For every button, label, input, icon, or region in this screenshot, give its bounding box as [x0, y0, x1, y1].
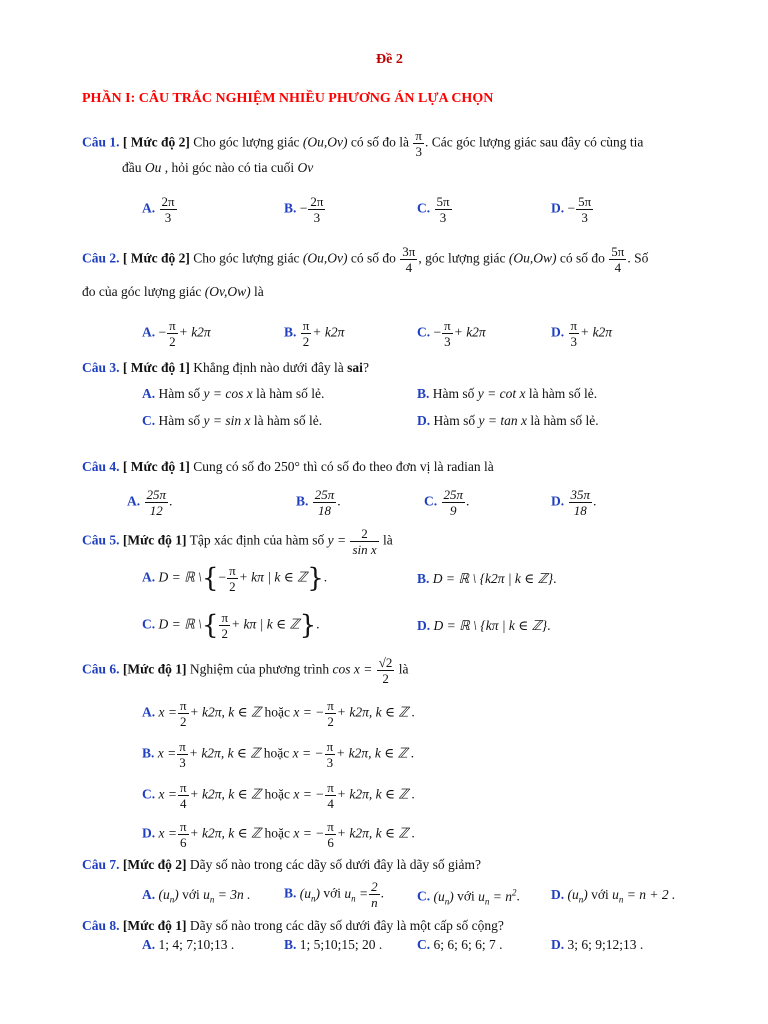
option-label: C.: [142, 616, 156, 632]
option-label: A.: [142, 937, 156, 952]
math-tail: + k2π, k ∈ ℤ .: [336, 825, 416, 841]
option-label: C.: [417, 200, 431, 216]
option-2b[interactable]: [284, 318, 344, 349]
option-7a[interactable]: [142, 887, 251, 905]
math-tail: + k2π, k ∈ ℤ: [189, 825, 262, 841]
option-label: A.: [142, 569, 156, 585]
question-7: [82, 857, 481, 873]
fraction: $\frac{\pi}{2}$: [221, 610, 229, 641]
connector-word: với: [182, 887, 200, 902]
option-text: Hàm số: [433, 413, 476, 428]
exam-title: Đề 2: [376, 52, 403, 67]
option-label: A.: [142, 324, 156, 340]
question-number: Câu 2.: [82, 250, 120, 266]
fraction: $\frac{5\pi}{3}$: [436, 194, 450, 225]
option-label: B.: [284, 324, 297, 340]
math-ray: Ou: [144, 160, 162, 175]
option-4c[interactable]: C. $\frac{25\pi}{9}$ .: [424, 487, 470, 518]
option-label: D.: [417, 413, 431, 428]
question-text: . Các góc lượng giác sau đây có cùng tia: [424, 134, 644, 150]
math-tail: + k2π: [178, 324, 211, 340]
option-7c[interactable]: [417, 887, 520, 906]
fraction: $\frac{\pi}{2}$: [169, 318, 176, 349]
sign: −: [158, 324, 167, 340]
option-label: B.: [284, 937, 297, 952]
option-label: D.: [551, 887, 565, 902]
option-text: Hàm số: [158, 413, 201, 428]
fraction: $\frac{\pi}{2}$: [302, 318, 310, 349]
option-text: là hàm số lẻ.: [530, 413, 599, 428]
math-ray: Ov: [297, 160, 314, 175]
math-tail: + k2π, k ∈ ℤ .: [336, 704, 416, 720]
math-degree: 250°: [274, 459, 300, 474]
question-number: Câu 5.: [82, 532, 120, 548]
option-5b[interactable]: [417, 571, 557, 587]
option-text: là hàm số lẻ.: [528, 386, 598, 401]
question-6: [82, 655, 409, 686]
option-3c[interactable]: [142, 413, 322, 429]
sign: −: [299, 200, 308, 216]
option-5a[interactable]: [142, 563, 327, 594]
option-label: B.: [142, 745, 155, 761]
fraction: $\frac{\pi}{2}$: [229, 563, 236, 594]
option-label: D.: [551, 200, 565, 216]
question-level: [ Mức độ 2]: [122, 134, 190, 150]
option-4a[interactable]: A. $\frac{25\pi}{12}$ .: [127, 487, 173, 518]
math-var: y =: [327, 532, 347, 548]
option-label: B.: [417, 571, 430, 586]
option-6a[interactable]: [142, 698, 415, 729]
math-equation: cos x =: [332, 661, 373, 677]
math-term: $u_n = n + 2$ .: [612, 887, 676, 905]
math-term: $u_n = n^2$: [478, 887, 517, 907]
fraction: $\frac{2\pi}{3}$: [310, 194, 324, 225]
option-label: A.: [142, 200, 156, 216]
option-6d[interactable]: [142, 819, 415, 850]
option-3d[interactable]: [417, 413, 599, 429]
question-text: Dãy số nào trong các dãy số dưới đây là một cấp số cộng?: [189, 918, 504, 933]
option-label: B.: [296, 493, 309, 509]
math-tail: + k2π, k ∈ ℤ: [189, 704, 262, 720]
question-text: Cho góc lượng giác: [193, 134, 300, 150]
question-2-line-1: [82, 244, 648, 275]
option-8c[interactable]: [417, 937, 503, 953]
option-6c[interactable]: [142, 780, 415, 811]
question-text: thì có số đo theo đơn vị là radian là: [303, 459, 494, 474]
question-number: Câu 8.: [82, 918, 120, 933]
question-text: có số đo: [350, 250, 396, 266]
math-var: x =: [158, 786, 177, 802]
question-text: Cung có số đo: [193, 459, 271, 474]
question-text: đầu: [122, 160, 142, 175]
math-sequence: $(u_n)$: [433, 888, 454, 907]
brace-close: }: [299, 610, 317, 641]
question-level: [ Mức độ 1]: [122, 459, 190, 474]
option-label: A.: [142, 887, 156, 902]
brace-open: {: [201, 563, 219, 594]
option-label: A.: [127, 493, 141, 509]
question-text: là: [254, 284, 264, 299]
math-term: $u_n = 3n$ .: [203, 887, 251, 905]
question-text: Tập xác định của hàm số: [189, 532, 325, 548]
connector-word: với: [591, 887, 609, 902]
option-4b[interactable]: B. $\frac{25\pi}{18}$ .: [296, 487, 341, 518]
fraction: $\frac{5\pi}{4}$: [611, 244, 625, 275]
question-text: . Số: [627, 250, 649, 266]
fraction: $\frac{25\pi}{9}$: [443, 487, 464, 518]
question-level: [ Mức độ 2]: [122, 250, 190, 266]
math-sequence: $(u_n)$: [158, 887, 179, 905]
math-tail: + k2π: [580, 324, 613, 340]
question-level: [ Mức độ 1]: [122, 360, 190, 375]
math-tail: + k2π, k ∈ ℤ: [189, 786, 262, 802]
sign: −: [433, 324, 442, 340]
option-label: B.: [284, 200, 297, 216]
connector-word: hoặc: [264, 786, 290, 802]
option-text: là hàm số lẻ.: [256, 386, 325, 401]
math-var: x = −: [292, 745, 324, 761]
option-text: Hàm số: [158, 386, 201, 401]
math-var: x = −: [293, 786, 325, 802]
period: .: [553, 571, 557, 586]
fraction: $\frac{25\pi}{12}$: [146, 487, 167, 518]
fraction: $\frac{\pi}{4}$: [327, 780, 334, 811]
math-tail: + k2π: [312, 324, 345, 340]
question-text: có số đo: [559, 250, 605, 266]
question-number: Câu 4.: [82, 459, 120, 474]
period: .: [516, 888, 520, 904]
question-text: đo của góc lượng giác: [82, 284, 202, 299]
math-set: D = ℝ \ {kπ | k ∈ ℤ}: [433, 618, 548, 633]
question-5: [82, 526, 393, 557]
question-text: , hỏi góc nào có tia cuối: [164, 160, 295, 175]
fraction: $\frac{\pi}{3}$: [570, 318, 578, 349]
option-6b[interactable]: [142, 739, 414, 770]
math-var: x = −: [293, 825, 325, 841]
option-5c[interactable]: [142, 610, 319, 641]
math-function: y = cot x: [477, 386, 526, 401]
math-var: x = −: [293, 704, 325, 720]
question-level: [Mức độ 1]: [122, 918, 187, 933]
math-tail: + kπ | k ∈ ℤ: [238, 569, 308, 585]
question-number: Câu 7.: [82, 857, 120, 872]
math-tail: + k2π: [453, 324, 486, 340]
fraction: $\frac{35\pi}{18}$: [570, 487, 591, 518]
option-label: D.: [551, 937, 565, 952]
option-label: D.: [551, 493, 565, 509]
question-text: Nghiệm của phương trình: [189, 661, 330, 677]
period: .: [316, 616, 320, 632]
option-1a[interactable]: [142, 194, 178, 225]
fraction: $\frac{\pi}{6}$: [179, 819, 187, 850]
question-text: , góc lượng giác: [418, 250, 506, 266]
option-label: D.: [417, 618, 431, 633]
connector-word: với: [323, 885, 342, 901]
fraction: $\frac{\pi}{3}$: [326, 739, 334, 770]
connector-word: hoặc: [264, 704, 290, 720]
question-level: [Mức độ 2]: [122, 857, 187, 872]
fraction: $\frac{2}{\text{sin x}}$: [352, 526, 377, 557]
question-text: có số đo là: [350, 134, 410, 150]
brace-open: {: [201, 610, 219, 641]
question-number: Câu 1.: [82, 134, 120, 150]
option-5d[interactable]: [417, 618, 550, 634]
period: .: [547, 618, 551, 633]
math-function: y = cos x: [203, 386, 253, 401]
option-label: C.: [417, 937, 431, 952]
option-label: C.: [417, 324, 431, 340]
question-1-line-2: [122, 160, 313, 176]
fraction: $\frac{\pi}{3}$: [179, 739, 186, 770]
fraction: $\frac{2\pi}{3}$: [161, 194, 175, 225]
option-2c[interactable]: [417, 318, 486, 349]
option-label: D.: [142, 825, 156, 841]
option-value: 3; 6; 9;12;13 .: [567, 937, 644, 952]
fraction: $\frac{25\pi}{18}$: [314, 487, 335, 518]
option-label: C.: [417, 888, 431, 904]
question-3: [82, 360, 369, 376]
math-var: x =: [157, 745, 177, 761]
math-angle: (Ou,Ov): [302, 134, 348, 150]
fraction: $\frac{\pi}{3}$: [444, 318, 451, 349]
emphasis-word: sai: [347, 360, 363, 375]
section-heading: PHẦN I: CÂU TRẮC NGHIỆM NHIỀU PHƯƠNG ÁN LỰA CHỌN: [82, 91, 494, 106]
fraction: $\frac{\pi}{6}$: [327, 819, 334, 850]
math-term: $u_n$ =: [344, 885, 369, 904]
option-7d[interactable]: [551, 887, 675, 905]
math-angle: (Ou,Ov): [302, 250, 348, 266]
period: .: [323, 569, 328, 585]
option-label: B.: [284, 885, 297, 901]
option-label: C.: [142, 413, 156, 428]
math-angle: (Ou,Ow): [508, 250, 557, 266]
math-tail: + k2π, k ∈ ℤ: [188, 745, 261, 761]
fraction: $\frac{√2}{2}$: [378, 655, 393, 686]
option-label: D.: [551, 324, 565, 340]
option-3b[interactable]: [417, 386, 597, 402]
option-2d[interactable]: [551, 318, 612, 349]
connector-word: hoặc: [263, 745, 290, 761]
math-function: y = sin x: [203, 413, 251, 428]
fraction: $\frac{\pi}{4}$: [179, 780, 187, 811]
math-sequence: $(u_n)$: [299, 885, 321, 904]
question-text: Dãy số nào trong các dãy số dưới đây là dãy số giảm?: [189, 857, 481, 872]
question-text: là: [398, 661, 409, 677]
question-level: [Mức độ 1]: [122, 532, 187, 548]
sign: −: [218, 569, 227, 585]
option-1d[interactable]: [551, 194, 594, 225]
connector-word: hoặc: [264, 825, 290, 841]
option-text: là hàm số lẻ.: [253, 413, 323, 428]
option-value: 1; 4; 7;10;13 .: [158, 937, 235, 952]
option-value: 6; 6; 6; 6; 7 .: [433, 937, 503, 952]
option-1c[interactable]: [417, 194, 453, 225]
math-set: D = ℝ \ {k2π | k ∈ ℤ}: [432, 571, 554, 586]
option-4d[interactable]: D. $\frac{35\pi}{18}$ .: [551, 487, 597, 518]
question-4: [82, 459, 494, 475]
fraction: $\frac{\pi}{3}$: [415, 128, 422, 159]
fraction: $\frac{2}{n}$: [371, 879, 378, 910]
fraction: $\frac{\pi}{2}$: [327, 698, 334, 729]
option-1b[interactable]: [284, 194, 326, 225]
question-level: [Mức độ 1]: [122, 661, 187, 677]
question-mark: ?: [362, 360, 369, 375]
option-label: C.: [424, 493, 438, 509]
option-8b[interactable]: [284, 937, 382, 953]
question-1-line-1: [82, 128, 643, 159]
question-text: là: [383, 532, 393, 548]
sign: −: [567, 200, 576, 216]
question-number: Câu 3.: [82, 360, 120, 375]
question-text: Khẳng định nào dưới đây là: [193, 360, 344, 375]
option-8d[interactable]: [551, 937, 643, 953]
option-3a[interactable]: [142, 386, 324, 402]
fraction: $\frac{3\pi}{4}$: [402, 244, 416, 275]
math-tail: + k2π, k ∈ ℤ .: [336, 745, 415, 761]
math-set: D = ℝ \: [158, 616, 202, 632]
option-2a[interactable]: [142, 318, 211, 349]
math-function: y = tan x: [478, 413, 527, 428]
period: .: [380, 885, 385, 901]
question-number: Câu 6.: [82, 661, 120, 677]
connector-word: với: [457, 888, 475, 904]
math-sequence: $(u_n)$: [567, 887, 588, 905]
question-2-line-2: [82, 284, 264, 300]
math-var: x =: [158, 825, 177, 841]
fraction: $\frac{5\pi}{3}$: [578, 194, 592, 225]
option-label: A.: [142, 704, 156, 720]
math-set: D = ℝ \: [158, 569, 202, 585]
option-8a[interactable]: [142, 937, 234, 953]
math-tail: + kπ | k ∈ ℤ: [231, 616, 300, 632]
option-7b[interactable]: [284, 879, 384, 910]
math-var: x =: [158, 704, 177, 720]
question-8: [82, 918, 504, 934]
brace-close: }: [307, 563, 324, 594]
fraction: $\frac{\pi}{2}$: [179, 698, 187, 729]
option-label: A.: [142, 386, 156, 401]
option-value: 1; 5;10;15; 20 .: [299, 937, 383, 952]
math-angle: (Ov,Ow): [204, 284, 251, 299]
option-label: C.: [142, 786, 156, 802]
math-tail: + k2π, k ∈ ℤ .: [336, 786, 416, 802]
question-text: Cho góc lượng giác: [193, 250, 300, 266]
option-text: Hàm số: [432, 386, 475, 401]
option-label: B.: [417, 386, 430, 401]
